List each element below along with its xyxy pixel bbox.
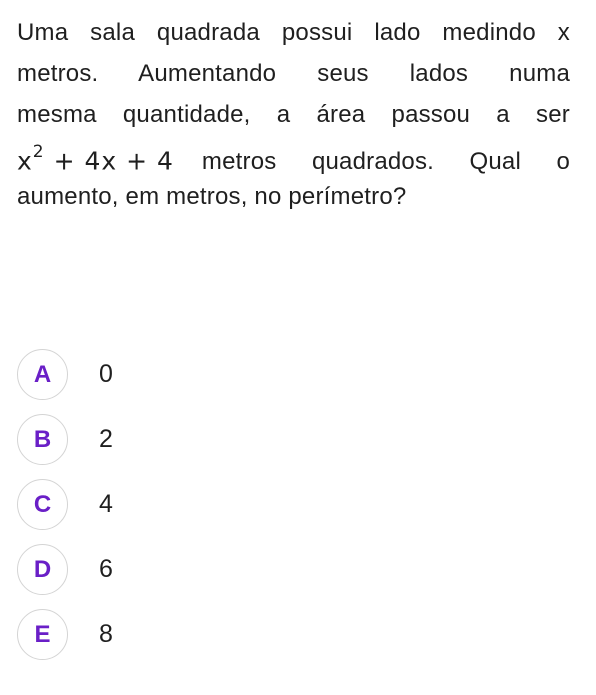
option-letter-badge: A: [17, 349, 68, 400]
question-word: Qual: [469, 148, 521, 176]
question-line-1: Uma sala quadrada possui lado medindo x: [17, 19, 570, 46]
option-answer-text: 8: [99, 620, 113, 648]
option-a[interactable]: [17, 347, 113, 402]
option-answer-text: 0: [99, 360, 113, 388]
option-answer-text: 2: [99, 425, 113, 453]
answer-options: [17, 347, 113, 672]
option-d[interactable]: [17, 542, 113, 597]
question-line-2: metros. Aumentando seus lados numa: [17, 60, 570, 87]
question-text: [17, 12, 570, 217]
formula-tail: + 4x + 4: [53, 146, 174, 176]
option-letter-badge: B: [17, 414, 68, 465]
question-line-3: mesma quantidade, a área passou a ser: [17, 101, 570, 128]
option-answer-text: 4: [99, 490, 113, 518]
option-letter-badge: E: [17, 609, 68, 660]
formula-base: x: [17, 146, 33, 176]
option-letter-badge: C: [17, 479, 68, 530]
option-e[interactable]: [17, 607, 113, 662]
question-line-5: aumento, em metros, no perímetro?: [17, 183, 407, 210]
option-c[interactable]: [17, 477, 113, 532]
option-b[interactable]: [17, 412, 113, 467]
formula-exponent: 2: [32, 142, 45, 162]
question-word: o: [556, 148, 570, 176]
question-word: quadrados.: [311, 148, 435, 176]
area-formula: [17, 135, 174, 181]
question-word: metros: [201, 148, 277, 176]
option-answer-text: 6: [99, 555, 113, 583]
option-letter-badge: D: [17, 544, 68, 595]
question-line-4: [17, 135, 570, 176]
